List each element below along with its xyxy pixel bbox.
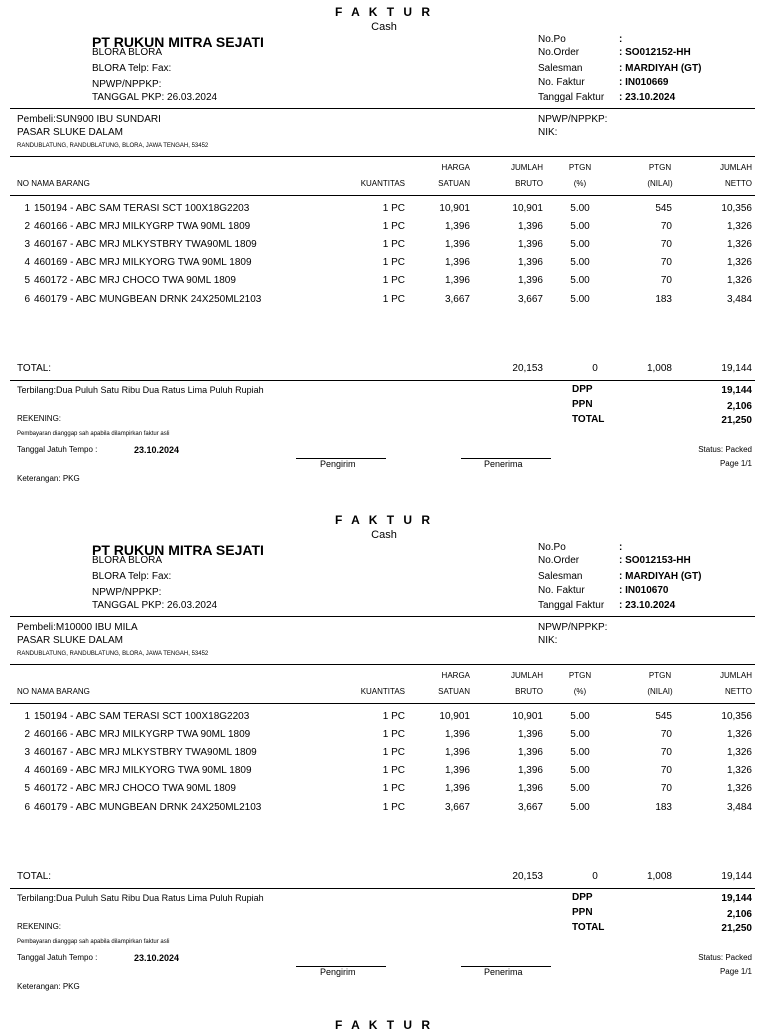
- header-ptgn-nilai: PTGN: [648, 163, 672, 172]
- cell-name: 460169 - ABC MRJ MILKYORG TWA 90ML 1809: [34, 765, 252, 776]
- cell-qty: 1 PC: [382, 203, 405, 214]
- meta-value: :: [619, 542, 623, 553]
- header-harga: HARGA: [441, 163, 470, 172]
- buyer-npwp: NPWP/NPPKP:: [538, 622, 608, 633]
- cell-qty: 1 PC: [382, 711, 405, 722]
- cell-no: 4: [24, 765, 30, 776]
- grand-total-label: TOTAL: [572, 414, 605, 425]
- cell-qty: 1 PC: [382, 765, 405, 776]
- meta-label: Tanggal Faktur: [538, 600, 605, 611]
- header-jumlah: JUMLAH: [510, 671, 543, 680]
- meta-value: : SO012153-HH: [619, 555, 691, 566]
- due-label: Tanggal Jatuh Tempo :: [17, 953, 98, 962]
- total-netto: 19,144: [721, 363, 752, 374]
- cell-no: 2: [24, 729, 30, 740]
- total-bruto: 20,153: [512, 363, 543, 374]
- divider: [10, 156, 755, 157]
- meta-value: : IN010670: [619, 585, 669, 596]
- buyer-address: RANDUBLATUNG, RANDUBLATUNG, BLORA, JAWA TENGAH, 53452: [17, 143, 209, 149]
- total-disc: 1,008: [646, 363, 672, 374]
- header-harga: HARGA: [441, 671, 470, 680]
- cell-name: 460167 - ABC MRJ MLKYSTBRY TWA90ML 1809: [34, 239, 257, 250]
- cell-name: 460179 - ABC MUNGBEAN DRNK 24X250ML2103: [34, 802, 262, 813]
- divider: [10, 108, 755, 109]
- meta-label: Tanggal Faktur: [538, 92, 605, 103]
- keterangan: Keterangan: PKG: [17, 474, 80, 483]
- meta-label: No.Po: [538, 542, 566, 553]
- divider: [10, 703, 755, 704]
- cell-disc-pct: 5.00: [570, 711, 590, 722]
- sender-label: Pengirim: [320, 459, 356, 469]
- receiver-label: Penerima: [484, 967, 523, 977]
- meta-label: No.Order: [538, 47, 580, 58]
- total-netto: 19,144: [721, 871, 752, 882]
- company-npwp: NPWP/NPPKP:: [92, 587, 162, 598]
- cell-bruto: 1,396: [517, 275, 543, 286]
- status: Status: Packed: [698, 445, 752, 454]
- header-jumlah: JUMLAH: [510, 163, 543, 172]
- cell-disc-pct: 5.00: [570, 783, 590, 794]
- cell-name: 460172 - ABC MRJ CHOCO TWA 90ML 1809: [34, 275, 236, 286]
- total-label: TOTAL:: [17, 363, 52, 374]
- cell-price: 1,396: [444, 747, 470, 758]
- cell-netto: 3,484: [726, 802, 752, 813]
- company-npwp: NPWP/NPPKP:: [92, 79, 162, 90]
- meta-label: No. Faktur: [538, 77, 585, 88]
- header-jumlah-netto: JUMLAH: [719, 671, 752, 680]
- cell-disc-pct: 5.00: [570, 239, 590, 250]
- cell-price: 3,667: [444, 802, 470, 813]
- header-nilai: (NILAI): [647, 687, 673, 696]
- buyer-place: PASAR SLUKE DALAM: [17, 127, 123, 138]
- due-date: 23.10.2024: [134, 445, 180, 455]
- cell-bruto: 10,901: [512, 711, 543, 722]
- cell-bruto: 1,396: [517, 765, 543, 776]
- divider: [10, 888, 755, 889]
- cell-disc-val: 183: [655, 802, 672, 813]
- meta-value: :: [619, 34, 623, 45]
- cell-qty: 1 PC: [382, 257, 405, 268]
- cell-name: 460169 - ABC MRJ MILKYORG TWA 90ML 1809: [34, 257, 252, 268]
- cell-disc-val: 70: [660, 239, 672, 250]
- buyer-address: RANDUBLATUNG, RANDUBLATUNG, BLORA, JAWA TENGAH, 53452: [17, 651, 209, 657]
- company-phone: BLORA Telp: Fax:: [92, 63, 172, 74]
- tanggal-pkp: TANGGAL PKP: 26.03.2024: [92, 600, 218, 611]
- header-netto: NETTO: [725, 179, 752, 188]
- invoice-1: [0, 0, 768, 508]
- cell-disc-val: 70: [660, 765, 672, 776]
- header-jumlah-netto: JUMLAH: [719, 163, 752, 172]
- cell-no: 1: [24, 711, 30, 722]
- meta-value: : 23.10.2024: [619, 92, 676, 103]
- cell-qty: 1 PC: [382, 239, 405, 250]
- cell-disc-val: 70: [660, 221, 672, 232]
- cell-price: 1,396: [444, 221, 470, 232]
- cell-no: 5: [24, 275, 30, 286]
- header-nilai: (NILAI): [647, 179, 673, 188]
- rekening: REKENING:: [17, 414, 62, 423]
- next-page-title: F A K T U R: [334, 1018, 434, 1032]
- cell-disc-val: 70: [660, 783, 672, 794]
- cell-no: 4: [24, 257, 30, 268]
- cell-name: 460179 - ABC MUNGBEAN DRNK 24X250ML2103: [34, 294, 262, 305]
- cell-no: 2: [24, 221, 30, 232]
- meta-value: : 23.10.2024: [619, 600, 676, 611]
- grand-total-value: 21,250: [721, 923, 752, 934]
- cell-name: 150194 - ABC SAM TERASI SCT 100X18G2203: [34, 203, 250, 214]
- cell-qty: 1 PC: [382, 802, 405, 813]
- header-kuantitas: KUANTITAS: [360, 687, 405, 696]
- cell-price: 10,901: [439, 203, 470, 214]
- cell-disc-pct: 5.00: [570, 765, 590, 776]
- buyer-name: Pembeli:M10000 IBU MILA: [17, 622, 138, 633]
- cell-qty: 1 PC: [382, 747, 405, 758]
- cell-name: 460166 - ABC MRJ MILKYGRP TWA 90ML 1809: [34, 729, 251, 740]
- cell-bruto: 1,396: [517, 729, 543, 740]
- cell-disc-val: 70: [660, 275, 672, 286]
- cell-price: 1,396: [444, 239, 470, 250]
- tanggal-pkp: TANGGAL PKP: 26.03.2024: [92, 92, 218, 103]
- payment-note: Pembayaran dianggap sah apabila dilampirkan faktur asli: [17, 431, 170, 437]
- cell-qty: 1 PC: [382, 729, 405, 740]
- cell-netto: 1,326: [726, 783, 752, 794]
- cell-price: 1,396: [444, 257, 470, 268]
- receiver-label: Penerima: [484, 459, 523, 469]
- cell-bruto: 10,901: [512, 203, 543, 214]
- grand-total-label: TOTAL: [572, 922, 605, 933]
- doc-title: F A K T U R: [334, 5, 434, 19]
- company-name: PT RUKUN MITRA SEJATI: [92, 34, 264, 50]
- ppn-label: PPN: [572, 907, 593, 918]
- cell-netto: 10,356: [721, 203, 752, 214]
- cell-price: 3,667: [444, 294, 470, 305]
- header-bruto: BRUTO: [515, 687, 543, 696]
- meta-value: : MARDIYAH (GT): [619, 63, 702, 74]
- meta-value: : MARDIYAH (GT): [619, 571, 702, 582]
- cell-no: 1: [24, 203, 30, 214]
- header-satuan: SATUAN: [438, 179, 470, 188]
- invoice-2: [0, 508, 768, 1016]
- company-city: BLORA BLORA: [92, 555, 163, 566]
- cell-no: 3: [24, 747, 30, 758]
- keterangan: Keterangan: PKG: [17, 982, 80, 991]
- cell-bruto: 1,396: [517, 747, 543, 758]
- cell-qty: 1 PC: [382, 783, 405, 794]
- cell-bruto: 1,396: [517, 783, 543, 794]
- total-bruto: 20,153: [512, 871, 543, 882]
- cell-netto: 1,326: [726, 257, 752, 268]
- cell-disc-val: 70: [660, 747, 672, 758]
- divider: [10, 195, 755, 196]
- header-no-nama: NO NAMA BARANG: [17, 687, 90, 696]
- cell-netto: 1,326: [726, 765, 752, 776]
- terbilang: Terbilang:Dua Puluh Satu Ribu Dua Ratus Lima Puluh Rupiah: [17, 385, 264, 395]
- cell-name: 460172 - ABC MRJ CHOCO TWA 90ML 1809: [34, 783, 236, 794]
- buyer-name: Pembeli:SUN900 IBU SUNDARI: [17, 114, 161, 125]
- header-pct: (%): [573, 179, 587, 188]
- cell-name: 150194 - ABC SAM TERASI SCT 100X18G2203: [34, 711, 250, 722]
- page-number: Page 1/1: [719, 967, 752, 976]
- cell-bruto: 3,667: [517, 294, 543, 305]
- meta-label: No.Order: [538, 555, 580, 566]
- sender-label: Pengirim: [320, 967, 356, 977]
- cell-bruto: 1,396: [517, 239, 543, 250]
- ppn-value: 2,106: [726, 401, 752, 412]
- header-netto: NETTO: [725, 687, 752, 696]
- dpp-label: DPP: [572, 892, 593, 903]
- company-name: PT RUKUN MITRA SEJATI: [92, 542, 264, 558]
- meta-value: : SO012152-HH: [619, 47, 691, 58]
- cell-disc-pct: 5.00: [570, 802, 590, 813]
- cell-price: 1,396: [444, 729, 470, 740]
- dpp-label: DPP: [572, 384, 593, 395]
- header-bruto: BRUTO: [515, 179, 543, 188]
- cell-name: 460166 - ABC MRJ MILKYGRP TWA 90ML 1809: [34, 221, 251, 232]
- meta-label: Salesman: [538, 63, 583, 74]
- total-disc: 1,008: [646, 871, 672, 882]
- due-date: 23.10.2024: [134, 953, 180, 963]
- header-kuantitas: KUANTITAS: [360, 179, 405, 188]
- header-ptgn: PTGN: [568, 163, 592, 172]
- cell-disc-pct: 5.00: [570, 275, 590, 286]
- status: Status: Packed: [698, 953, 752, 962]
- rekening: REKENING:: [17, 922, 62, 931]
- cell-netto: 1,326: [726, 239, 752, 250]
- meta-label: No.Po: [538, 34, 566, 45]
- cell-disc-pct: 5.00: [570, 294, 590, 305]
- meta-label: Salesman: [538, 571, 583, 582]
- cell-price: 1,396: [444, 783, 470, 794]
- ppn-label: PPN: [572, 399, 593, 410]
- divider: [10, 664, 755, 665]
- cell-disc-pct: 5.00: [570, 729, 590, 740]
- total-label: TOTAL:: [17, 871, 52, 882]
- cell-netto: 1,326: [726, 729, 752, 740]
- ppn-value: 2,106: [726, 909, 752, 920]
- total-pct: 0: [592, 363, 598, 374]
- buyer-npwp: NPWP/NPPKP:: [538, 114, 608, 125]
- header-no-nama: NO NAMA BARANG: [17, 179, 90, 188]
- page-number: Page 1/1: [719, 459, 752, 468]
- grand-total-value: 21,250: [721, 415, 752, 426]
- cell-disc-val: 70: [660, 729, 672, 740]
- cell-disc-val: 545: [655, 203, 672, 214]
- cell-netto: 3,484: [726, 294, 752, 305]
- company-phone: BLORA Telp: Fax:: [92, 571, 172, 582]
- cell-bruto: 1,396: [517, 257, 543, 268]
- cell-netto: 10,356: [721, 711, 752, 722]
- cell-disc-pct: 5.00: [570, 747, 590, 758]
- dpp-value: 19,144: [721, 893, 752, 904]
- cell-no: 6: [24, 294, 30, 305]
- cell-no: 3: [24, 239, 30, 250]
- header-pct: (%): [573, 687, 587, 696]
- cell-disc-val: 70: [660, 257, 672, 268]
- due-label: Tanggal Jatuh Tempo :: [17, 445, 98, 454]
- cell-disc-val: 183: [655, 294, 672, 305]
- cell-price: 1,396: [444, 275, 470, 286]
- buyer-place: PASAR SLUKE DALAM: [17, 635, 123, 646]
- header-ptgn: PTGN: [568, 671, 592, 680]
- cell-name: 460167 - ABC MRJ MLKYSTBRY TWA90ML 1809: [34, 747, 257, 758]
- cell-netto: 1,326: [726, 275, 752, 286]
- cell-disc-pct: 5.00: [570, 221, 590, 232]
- cell-netto: 1,326: [726, 221, 752, 232]
- total-pct: 0: [592, 871, 598, 882]
- cell-price: 10,901: [439, 711, 470, 722]
- cell-qty: 1 PC: [382, 221, 405, 232]
- payment-type: Cash: [371, 21, 397, 33]
- terbilang: Terbilang:Dua Puluh Satu Ribu Dua Ratus Lima Puluh Rupiah: [17, 893, 264, 903]
- cell-disc-val: 545: [655, 711, 672, 722]
- company-city: BLORA BLORA: [92, 47, 163, 58]
- cell-disc-pct: 5.00: [570, 257, 590, 268]
- payment-note: Pembayaran dianggap sah apabila dilampirkan faktur asli: [17, 939, 170, 945]
- cell-no: 6: [24, 802, 30, 813]
- cell-netto: 1,326: [726, 747, 752, 758]
- doc-title: F A K T U R: [334, 513, 434, 527]
- divider: [10, 380, 755, 381]
- dpp-value: 19,144: [721, 385, 752, 396]
- payment-type: Cash: [371, 529, 397, 541]
- meta-value: : IN010669: [619, 77, 669, 88]
- cell-bruto: 3,667: [517, 802, 543, 813]
- meta-label: No. Faktur: [538, 585, 585, 596]
- header-satuan: SATUAN: [438, 687, 470, 696]
- divider: [10, 616, 755, 617]
- cell-disc-pct: 5.00: [570, 203, 590, 214]
- cell-no: 5: [24, 783, 30, 794]
- cell-bruto: 1,396: [517, 221, 543, 232]
- header-ptgn-nilai: PTGN: [648, 671, 672, 680]
- cell-qty: 1 PC: [382, 275, 405, 286]
- cell-price: 1,396: [444, 765, 470, 776]
- cell-qty: 1 PC: [382, 294, 405, 305]
- buyer-nik: NIK:: [538, 127, 558, 138]
- buyer-nik: NIK:: [538, 635, 558, 646]
